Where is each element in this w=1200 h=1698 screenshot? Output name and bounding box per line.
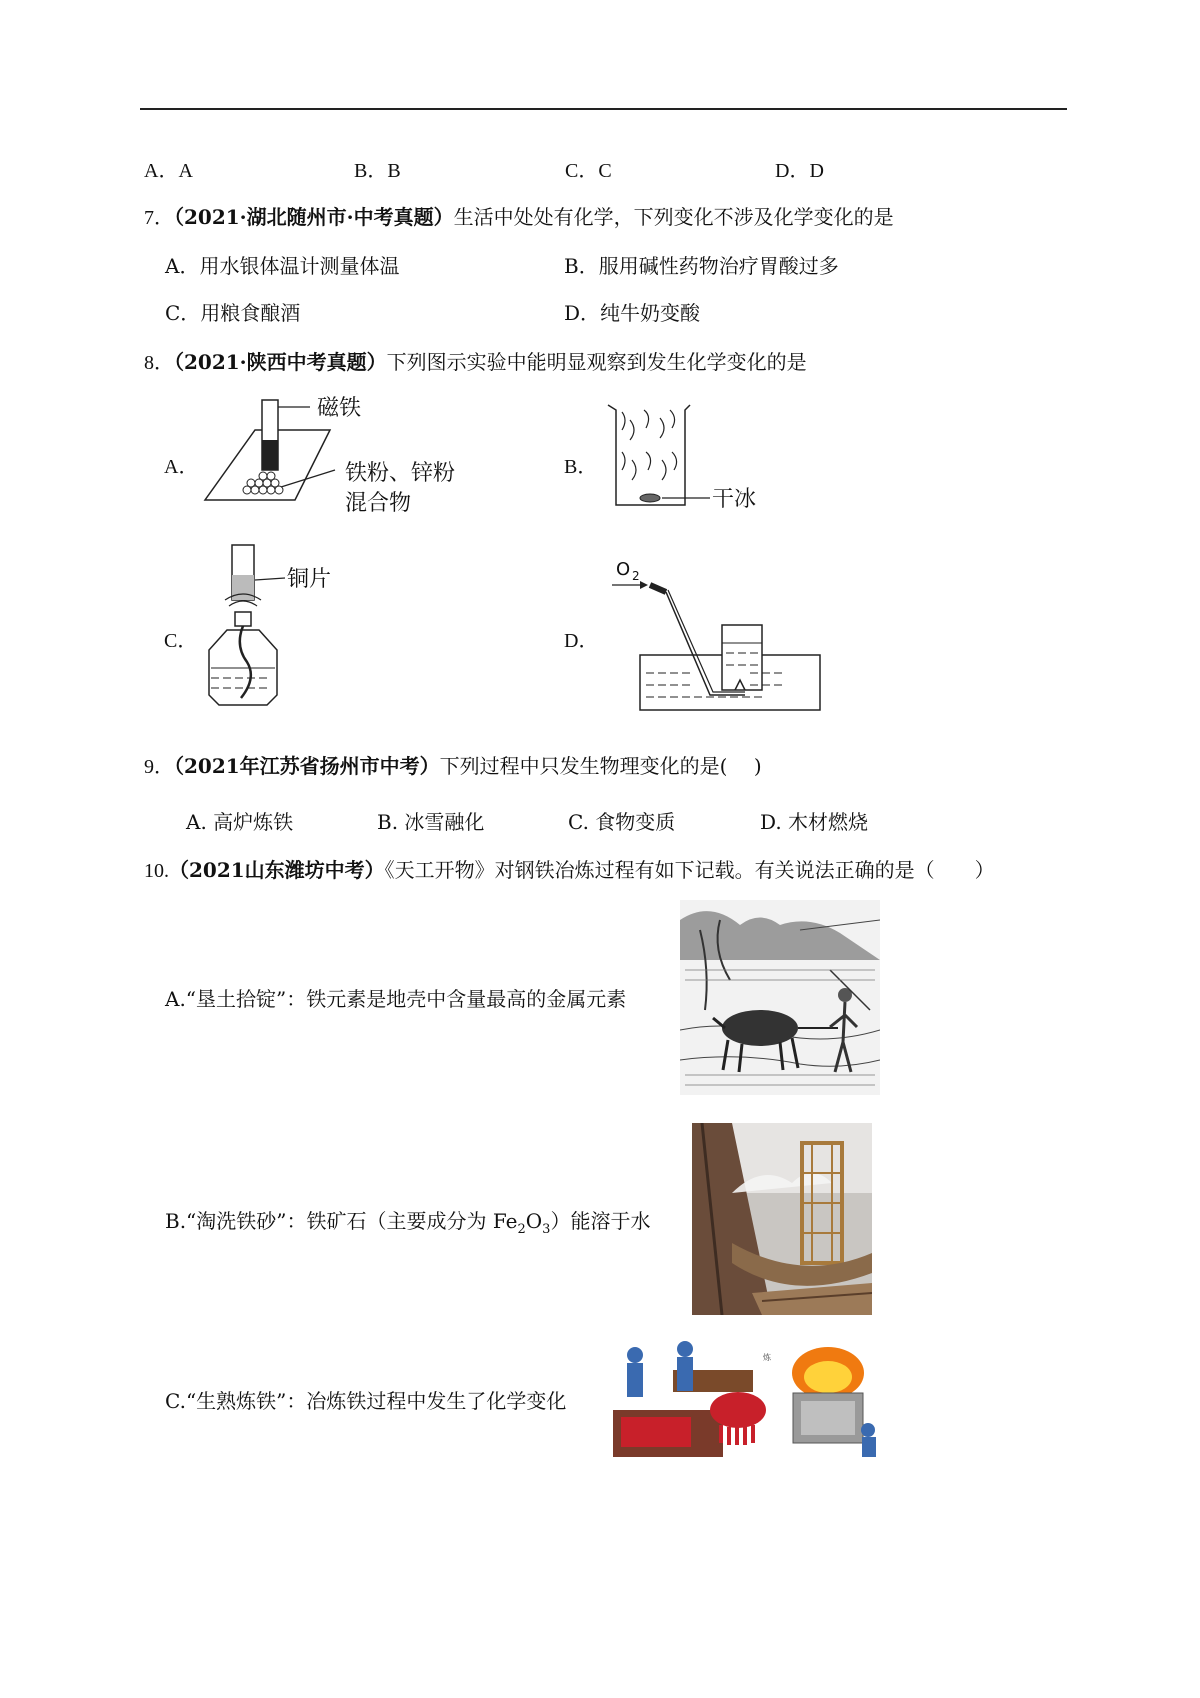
q7-option-b: B．服用碱性药物治疗胃酸过多 xyxy=(564,254,839,278)
q10-source: （2021山东潍坊中考） xyxy=(169,858,385,882)
q10-option-a: A.“垦土拾锭”：铁元素是地壳中含量最高的金属元素 xyxy=(165,987,627,1011)
q8-d-label-o2-sub: 2 xyxy=(632,569,640,583)
q9-number: 9． xyxy=(144,756,174,778)
q10-a-plowing-image xyxy=(680,900,880,1095)
q10-option-b xyxy=(165,1205,650,1237)
q7-source: （2021·湖北随州市·中考真题） xyxy=(174,205,454,229)
q10-option-c: C.“生熟炼铁”：冶炼铁过程中发生了化学变化 xyxy=(165,1389,567,1413)
q10-b-text-post: ）能溶于水 xyxy=(550,1209,651,1233)
q7-number: 7． xyxy=(144,207,174,229)
q9-option-d: D. 木材燃烧 xyxy=(760,810,869,834)
q6-option-d: D．D xyxy=(775,160,824,182)
q6-option-c: C．C xyxy=(565,160,612,182)
q8-a-label-mixture: 混合物 xyxy=(345,491,412,516)
q10-c-smelting-image xyxy=(613,1335,881,1457)
q10-question: 《天工开物》对钢铁冶炼过程有如下记载。有关说法正确的是（ ） xyxy=(384,858,995,882)
q10-b-text-mid: O xyxy=(525,1209,543,1233)
q10-b-washing-image xyxy=(692,1123,872,1315)
q10-b-sub-2: 3 xyxy=(542,1222,551,1237)
q7-question: 生活中处处有化学，下列变化不涉及化学变化的是 xyxy=(453,205,894,229)
q9-option-b: B. 冰雪融化 xyxy=(377,810,485,834)
q7-option-d: D．纯牛奶变酸 xyxy=(564,301,701,325)
q8-stem xyxy=(144,346,807,375)
q7-option-a: A．用水银体温计测量体温 xyxy=(165,254,400,278)
q8-figure-b-beaker xyxy=(600,400,770,515)
q8-c-label-copper: 铜片 xyxy=(287,567,332,592)
q10-stem xyxy=(144,854,995,883)
q8-b-label-dryice: 干冰 xyxy=(712,487,757,512)
q6-option-a: A．A xyxy=(144,160,193,182)
q9-stem xyxy=(144,750,762,779)
q8-figure-d-trough xyxy=(610,555,825,715)
q8-label-c: C． xyxy=(164,630,198,652)
q10-b-text-pre: B.“淘洗铁砂”：铁矿石（主要成分为 Fe xyxy=(165,1209,518,1233)
q6-option-b: B．B xyxy=(354,160,401,182)
q8-figure-a-magnet xyxy=(195,395,485,525)
q7-option-c: C．用粮食酿酒 xyxy=(165,301,301,325)
q9-question: 下列过程中只发生物理变化的是 xyxy=(439,754,720,778)
q8-label-b: B． xyxy=(564,456,598,478)
q9-option-a: A. 高炉炼铁 xyxy=(186,810,294,834)
q7-stem xyxy=(144,201,894,230)
q8-figure-c-lamp xyxy=(205,540,365,715)
q8-label-a: A． xyxy=(164,456,199,478)
q8-number: 8． xyxy=(144,352,174,374)
q9-option-c: C. 食物变质 xyxy=(568,810,676,834)
q8-a-label-magnet: 磁铁 xyxy=(317,396,362,421)
svg-text:炼: 炼 xyxy=(763,1353,771,1362)
q8-label-d: D． xyxy=(564,630,599,652)
q10-b-sub-1: 2 xyxy=(517,1222,526,1237)
q10-number: 10. xyxy=(144,860,169,882)
q8-question: 下列图示实验中能明显观察到发生化学变化的是 xyxy=(386,350,807,374)
q8-source: （2021·陕西中考真题） xyxy=(174,350,387,374)
q9-answer-paren: ( ) xyxy=(719,754,762,778)
q8-d-label-o2: O xyxy=(616,559,631,580)
q8-a-label-powder: 铁粉、锌粉 xyxy=(345,461,456,486)
q9-source: （2021年江苏省扬州市中考） xyxy=(174,754,440,778)
header-rule xyxy=(140,108,1067,110)
